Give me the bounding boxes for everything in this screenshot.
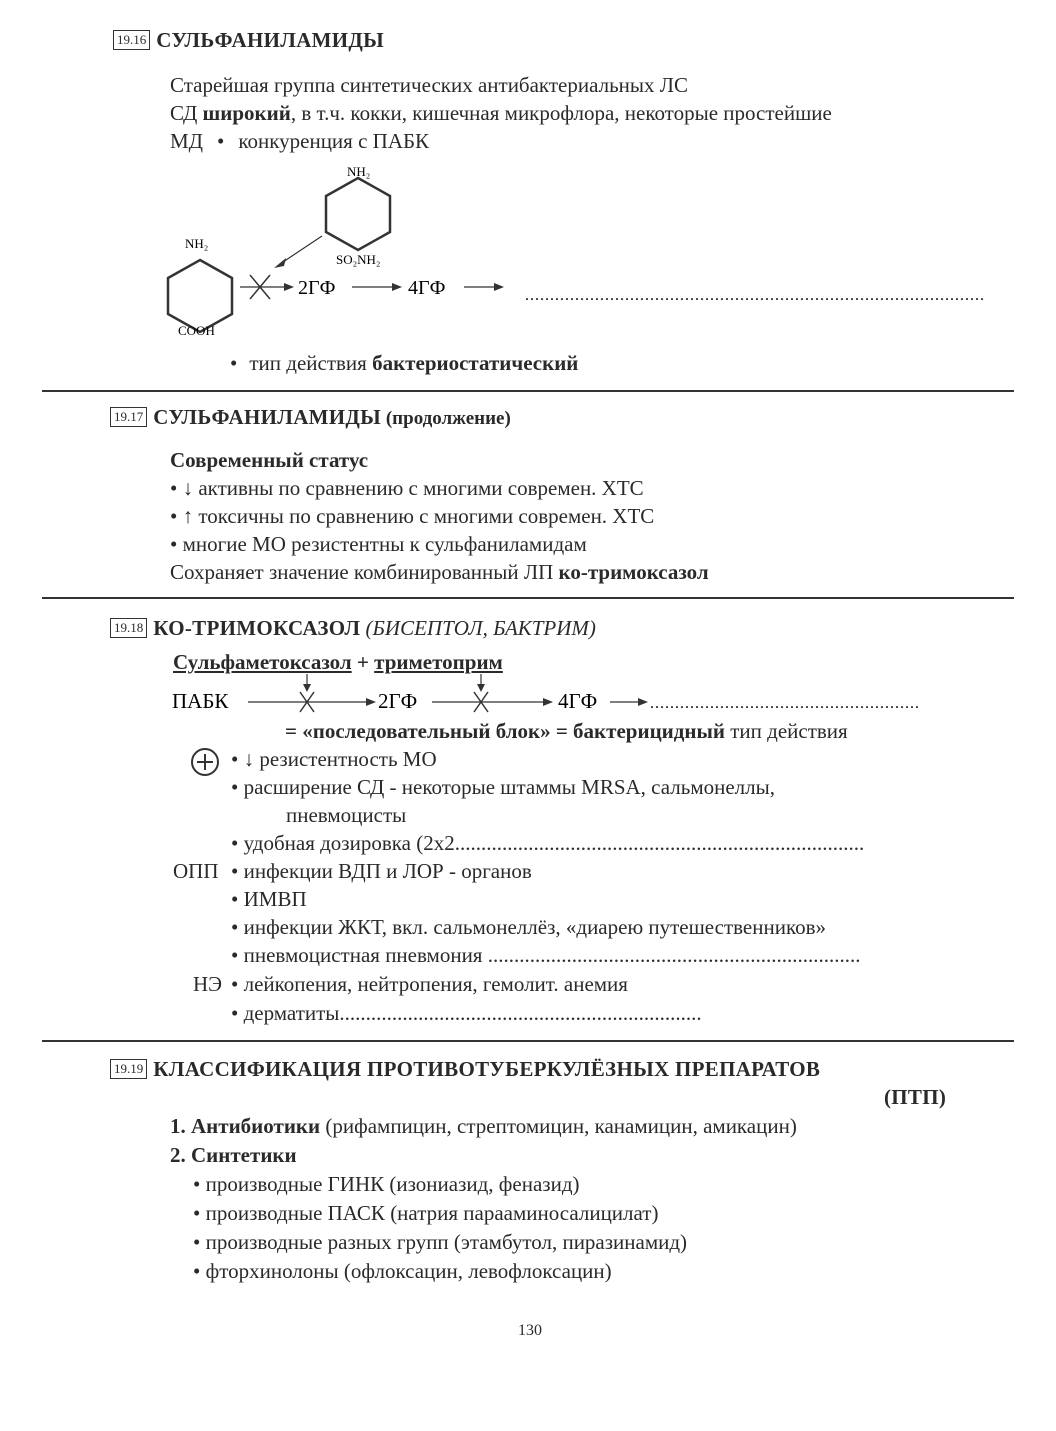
section-title: КО-ТРИМОКСАЗОЛ [153, 616, 361, 640]
dotted-fill: ............................................................................................ [525, 287, 985, 304]
divider [42, 1040, 1014, 1042]
text-line: Сохраняет значение комбинированный ЛП ко-тримоксазол [170, 560, 709, 584]
ne-label: НЭ [193, 972, 223, 996]
divider [42, 390, 1014, 392]
plus-item: • ↓ резистентность МО [231, 747, 437, 771]
section-subtitle: (БИСЕПТОЛ, БАКТРИМ) [360, 616, 596, 640]
opp-item: • инфекции ВДП и ЛОР - органов [231, 859, 532, 883]
opp-label: ОПП [173, 859, 219, 883]
cooh-label: COOH [178, 323, 215, 338]
class-item: 1. Антибиотики (рифампицин, стрептомицин, канамицин, амикацин) [170, 1114, 797, 1138]
ne-item: • дерматиты..................................................................... [231, 1001, 702, 1025]
section-19-16-heading [113, 28, 384, 53]
section-number: 19.16 [113, 30, 150, 50]
section-title: СУЛЬФАНИЛАМИДЫ [156, 28, 385, 52]
class-item: 2. Синтетики [170, 1143, 297, 1167]
sub-item: • производные ПАСК (натрия парааминосалицилат) [193, 1201, 659, 1225]
sub-item: • производные разных групп (этамбутол, пиразинамид) [193, 1230, 688, 1254]
plus-item: • удобная дозировка (2х2.............................................................................. [231, 831, 865, 855]
sequential-block-diagram [170, 668, 1000, 718]
status-heading: Современный статус [170, 448, 369, 472]
section-title: КЛАССИФИКАЦИЯ ПРОТИВОТУБЕРКУЛЁЗНЫХ ПРЕПАРАТОВ [153, 1057, 821, 1081]
nh2-label: NH₂ [347, 164, 371, 179]
nh2-label: NH₂ [185, 236, 209, 251]
so2nh2-label: SO₂NH₂ [336, 252, 381, 267]
section-title: СУЛЬФАНИЛАМИДЫ [153, 405, 382, 429]
plus-item: • расширение СД - некоторые штаммы MRSA, сальмонеллы, [231, 775, 775, 799]
pabk-label: ПАБК [172, 689, 229, 713]
list-item: • ↓ активны по сравнению с многими современ. ХТС [170, 476, 644, 500]
divider [42, 597, 1014, 599]
plus-item-continuation: пневмоцисты [286, 803, 407, 827]
list-item: • ↑ токсичны по сравнению с многими современ. ХТС [170, 504, 655, 528]
benzene-ring-paba [168, 260, 232, 332]
ne-item: • лейкопения, нейтропения, гемолит. анемия [231, 972, 628, 996]
section-19-19-heading [110, 1057, 820, 1082]
step-2gf: 2ГФ [298, 277, 336, 299]
action-type-line: • тип действия бактериостатический [230, 351, 579, 375]
text-line: Старейшая группа синтетических антибактериальных ЛС [170, 73, 689, 97]
step-4gf: 4ГФ [408, 277, 446, 299]
combo-line: Сульфаметоксазол + триметоприм [173, 650, 503, 674]
plus-circle-icon [189, 746, 221, 778]
block-line: = «последовательный блок» = бактерицидный тип действия [285, 719, 848, 743]
section-subtitle: (продолжение) [381, 408, 511, 429]
section-number: 19.18 [110, 618, 147, 638]
text-line: МД • конкуренция с ПАБК [170, 129, 430, 153]
step-2gf: 2ГФ [378, 689, 418, 713]
section-title-continuation: (ПТП) [884, 1085, 947, 1109]
opp-item: • пневмоцистная пневмония ....................................................................... [231, 943, 861, 967]
benzene-ring-sulfanilamide [326, 178, 390, 250]
sub-item: • производные ГИНК (изониазид, феназид) [193, 1172, 580, 1196]
section-number: 19.17 [110, 407, 147, 427]
section-19-18-heading [110, 616, 596, 641]
section-19-17-heading [110, 405, 511, 430]
step-4gf: 4ГФ [558, 689, 598, 713]
sub-item: • фторхинолоны (офлоксацин, левофлоксацин) [193, 1259, 612, 1283]
list-item: • многие МО резистентны к сульфаниламидам [170, 532, 587, 556]
sulfanilamide-mechanism-diagram [160, 160, 1010, 345]
dotted-fill: ...................................................... [650, 695, 920, 712]
text-line: СД широкий, в т.ч. кокки, кишечная микрофлора, некоторые простейшие [170, 101, 832, 125]
page-number: 130 [518, 1322, 542, 1339]
opp-item: • инфекции ЖКТ, вкл. сальмонеллёз, «диарею путешественников» [231, 915, 827, 939]
opp-item: • ИМВП [231, 887, 307, 911]
section-number: 19.19 [110, 1059, 147, 1079]
